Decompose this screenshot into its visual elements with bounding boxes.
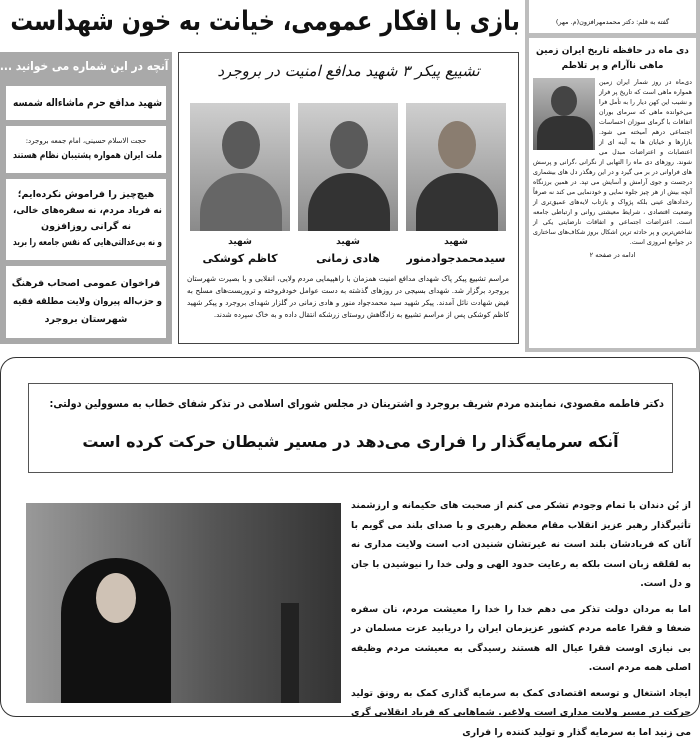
issue-item-line: هیچ‌چیز را فراموش نکرده‌ایم؛	[17, 189, 155, 201]
issue-item-line: و حزب‌اله پیروان ولایت مطلقه فقیه	[13, 296, 163, 308]
page-headline: بازی با افکار عمومی، خیانت به خون شهداست	[10, 6, 520, 37]
martyr-caption	[186, 234, 294, 268]
interview-headline-box	[28, 383, 673, 473]
martyr-photo	[298, 103, 398, 231]
editorial-title	[533, 44, 692, 74]
interview-kicker: دکتر فاطمه مقصودی، نماینده مردم شریف بروجرد و اشترینان در مجلس شورای اسلامی در تذکر شفای خطاب به مسوولین دولتی:	[49, 398, 665, 410]
funeral-article	[178, 52, 519, 344]
issue-item[interactable]	[6, 179, 166, 261]
caption-prefix: شهید	[336, 237, 360, 247]
author-photo	[533, 78, 595, 150]
martyr-name: هادی زمانی	[316, 252, 380, 265]
martyr-name: سیدمحمدجوادمنور	[406, 252, 506, 265]
martyr-name: کاظم کوشکی	[202, 252, 278, 265]
editorial-body	[533, 78, 692, 248]
funeral-article-body: مراسم تشییع پیکر پاک شهدای مدافع امنیت همزمان با راهپیمایی مردم ولایی، انقلابی و با بصیرت شهرستان بروجرد برگزار شد. شهدای بسیجی در روزهای گذشته به دست عوامل خودفروخته و تروریست‌های مسلح به فیض شهادت نائل آمدند. پیکر شهید سید محمدجواد منور و هادی زمانی در گلزار شهدای بروجرد و پیکر شهید کاظم کوشکی پس از مراسم تشییع به زادگاهش روستای زرشکه انتقال داده و به خاک سپرده شدند.	[187, 274, 509, 319]
speaker-photo	[26, 503, 341, 703]
editorial-box	[529, 38, 696, 348]
issue-item-line: نه گرانی روزافزون	[40, 221, 132, 233]
issue-item-title: ملت ایران همواره پشتیبان نظام هستند	[13, 149, 163, 161]
article-paragraph: ایجاد اشتغال و توسعه اقتصادی کمک به سرمایه گذاری کمک به رونق تولید حرکت در مسیر ولایت مداری است ولاغیر. شماهایی که فریاد انقلابی گری می زنید اما به سرمایه گذار و تولید کننده را فراری	[351, 687, 691, 738]
editorial-text: دی‌ماه در روز شمار ایران زمین همواره ماهی است که تاریخ پر فراز و نشیب این کهن دیار را به تأمل فرا می‌خوانده ماهی که سرمای بوران اتفاقات با گرمای سوزان احساسات اجتماعی درهم آمیخته می شود. بازارها و خیابان ها به آینه ای از اعتصابات و اعتراضات مبدل می شوند. روزهای دی ماه را التهابی از نگرانی ،گرانی و پرسش های فراوانی در بر می گیرد و در این رهگذر دل های بیشماری درجست و جوی آرامش و آسایش می تپد. در همین برزنگاه آنچه بیش از هر چیز جلوه نمایی و خودنمایی می کند نه صرفاً رخدادهای عینی بلکه پژواک و بازتاب لایه‌های عمیق‌تری از وضعیت اقتصادی ، شرایط معیشتی روانی و ارتباطی جامعه است. اعتراضات اجتماعی و اتفاقات نارضایتی یکی از شاخص‌ترین و پر حادثه ترین اشکال بروز شکاف‌های ساختاری در جوامع امروزی است.	[533, 79, 692, 246]
interview-title: آنکه سرمایه‌گذار را فراری می‌دهد در مسیر شیطان حرکت کرده است	[82, 432, 619, 451]
issue-item-title: شهید مدافع حرم ماشاءاله شمسه	[13, 96, 162, 109]
issue-item-line: نه فریاد مردم، نه سفره‌های خالی،	[13, 205, 162, 217]
issue-item-kicker: حجت الاسلام حسینی، امام جمعه بروجرد:	[25, 136, 147, 145]
continued-link[interactable]: ادامه در صفحه ۲	[589, 251, 636, 259]
caption-prefix: شهید	[228, 237, 252, 247]
martyr-photo	[190, 103, 290, 231]
interview-article	[0, 357, 700, 738]
martyr-caption	[402, 234, 510, 268]
issue-item[interactable]	[6, 126, 166, 173]
in-this-issue-panel	[0, 52, 172, 344]
in-this-issue-header: آنچه در این شماره می خوانید ...	[0, 59, 169, 73]
funeral-article-title: تشییع پیکر ۳ شهید مدافع امنیت در بروجرد	[217, 62, 480, 80]
issue-item-line: و نه بی‌عدالتی‌هایی که نفس جامعه را برید	[13, 237, 162, 249]
martyr-caption	[294, 234, 402, 268]
editorial-title-line: ماهی ناآرام و پر تلاطم	[561, 61, 664, 71]
caption-prefix: شهید	[444, 237, 468, 247]
issue-item[interactable]	[6, 266, 166, 338]
issue-item-line: شهرستان بروجرد	[44, 314, 128, 326]
byline	[529, 0, 696, 33]
article-paragraph: از بُن دندان با تمام وجودم تشکر می کنم از صحبت های حکیمانه و ارزشمند تأثیرگذار رهبر عزیز انقلاب مقام معظم رهبری و با صدای بلند می گویم با آنان که فریادشان بلند است نه غیرتشان شنیدن ادب است ولایت مداری نه به لقلقه زبان است بلکه به رعایت حدود الهی و ولی خدا را نیوشیدن با جان و دل است.	[351, 500, 691, 589]
interview-body	[351, 496, 691, 748]
byline-text: گفته به قلم: دکتر محمدمهرافزون(م. مهر)	[555, 18, 670, 26]
issue-item[interactable]	[6, 86, 166, 120]
issue-item-line: فراخوان عمومی اصحاب فرهنگ	[11, 278, 161, 290]
martyr-photo	[406, 103, 506, 231]
article-paragraph: اما به مردان دولت تذکر می دهم خدا را خدا را معیشت مردم، نان سفره ضعفا و فقرا عامه مردم کشور عزیزمان ایران را دریابید عزت مسلمان در بی نیازی اوست فقرا عیال اله هستند رسیدگی به معیشت مردم وظیفه اصلی همه مردم است.	[351, 603, 691, 673]
editorial-title-line: دی ماه در حافظه تاریخ ایران زمین	[536, 46, 689, 56]
editorial-column	[525, 0, 700, 352]
